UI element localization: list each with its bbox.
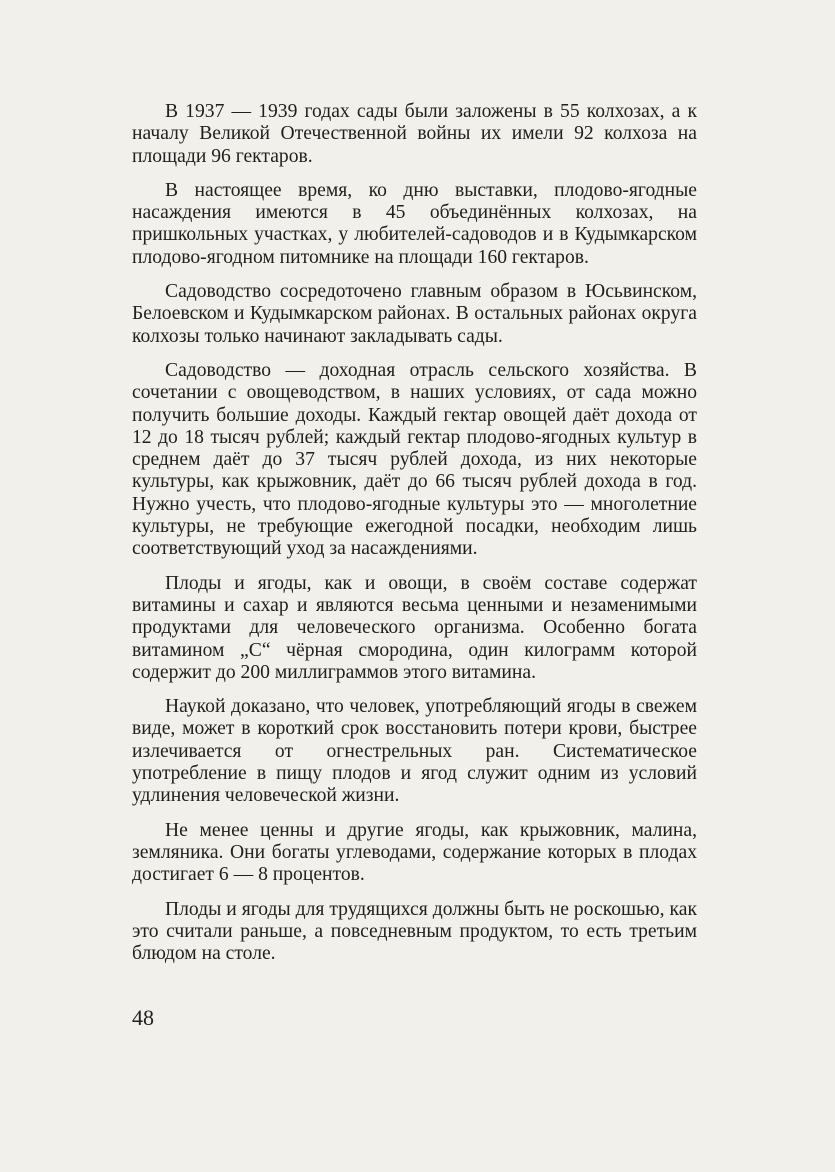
paragraph-6: Наукой доказано, что человек, употребляющий ягоды в свежем виде, может в короткий срок восстановить потери крови, быстрее излечивается от огнестрельных ран. Систематическое употребление в пищу плодов и ягод служит одним из условий удлинения человеческой жизни. <box>132 696 697 807</box>
paragraph-1: В 1937 — 1939 годах сады были заложены в 55 колхозах, а к началу Великой Отечественной войны их имели 92 колхоза на площади 96 гектаров. <box>132 101 697 167</box>
paragraph-8: Плоды и ягоды для трудящихся должны быть не роскошью, как это считали раньше, а повседневным продуктом, то есть третьим блюдом на столе. <box>132 898 697 965</box>
paragraph-3: Садоводство сосредоточено главным образом в Юсьвинском, Белоевском и Кудымкарском районах. В остальных районах округа колхозы только начинают закладывать сады. <box>132 281 697 347</box>
body-text <box>132 101 697 977</box>
paragraph-2: В настоящее время, ко дню выставки, плодово-ягодные насаждения имеются в 45 объединённых колхозах, на пришкольных участках, у любителей-садоводов и в Кудымкарском плодово-ягодном питомнике на площади 160 гектаров. <box>132 179 697 268</box>
paragraph-5: Плоды и ягоды, как и овощи, в своём составе содержат витамины и сахар и являются весьма ценными и незаменимыми продуктами для человеческого организма. Особенно богата витамином „С“ чёрная смородина, один килограмм которой содержит до 200 миллиграммов этого витамина. <box>132 572 697 683</box>
paragraph-4: Садоводство — доходная отрасль сельского хозяйства. В сочетании с овощеводством, в наших условиях, от сада можно получить большие доходы. Каждый гектар овощей даёт дохода от 12 до 18 тысяч рублей; каждый гектар плодово-ягодных культур в среднем даёт до 37 тысяч рублей дохода, из них некоторые культуры, как крыжовник, даёт до 66 тысяч рублей дохода в год. Нужно учесть, что плодово-ягодные культуры это — многолетние культуры, не требующие ежегодной посадки, необходим лишь соответствующий уход за насаждениями. <box>132 359 697 560</box>
page-number: 48 <box>132 1005 154 1030</box>
paragraph-7: Не менее ценны и другие ягоды, как крыжовник, малина, земляника. Они богаты углеводами, содержание которых в плодах достигает 6 — 8 процентов. <box>132 819 697 886</box>
